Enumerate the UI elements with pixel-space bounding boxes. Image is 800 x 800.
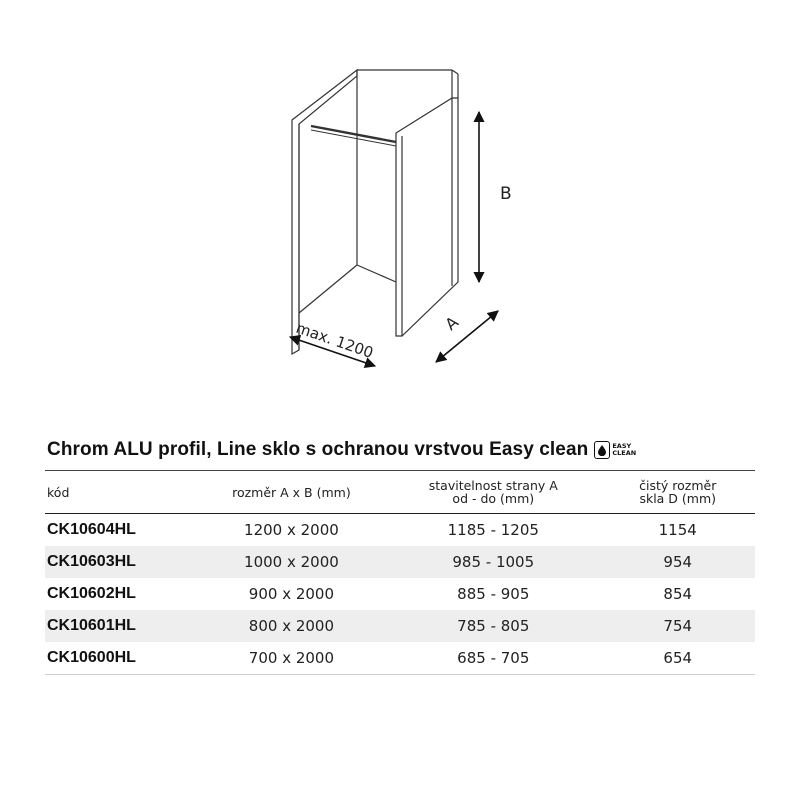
cell-adjust: 985 - 1005 bbox=[386, 546, 600, 578]
cell-adjust: 1185 - 1205 bbox=[447, 521, 539, 539]
cell-adjust: 885 - 905 bbox=[457, 585, 530, 603]
cell-glass: 654 bbox=[600, 642, 755, 675]
cell-size: 800 x 2000 bbox=[197, 610, 386, 642]
cell-code: CK10600HL bbox=[45, 642, 197, 675]
header-size bbox=[197, 471, 386, 514]
cell-glass: 854 bbox=[663, 585, 693, 603]
header-glass bbox=[600, 471, 755, 514]
cell-size: 1000 x 2000 bbox=[197, 546, 386, 578]
badge-line-1: EASY bbox=[612, 442, 632, 450]
label-max-width: max. 1200 bbox=[293, 318, 376, 362]
dimension-a bbox=[436, 311, 498, 362]
header-adjust-line1: stavitelnost strany A bbox=[428, 478, 558, 493]
label-a: A bbox=[441, 312, 462, 335]
badge-line-2: CLEAN bbox=[612, 449, 637, 457]
cell-code: CK10601HL bbox=[45, 610, 197, 642]
table-heading bbox=[47, 439, 636, 461]
header-adjust bbox=[386, 471, 600, 514]
label-b: B bbox=[500, 184, 512, 204]
water-drop-icon bbox=[594, 441, 610, 459]
easy-clean-badge bbox=[594, 441, 636, 459]
dimension-b bbox=[479, 112, 512, 282]
table-row bbox=[45, 578, 755, 610]
product-title: Chrom ALU profil, Line sklo s ochranou vrstvou Easy clean bbox=[47, 439, 589, 460]
table-row bbox=[45, 610, 755, 642]
header-code bbox=[45, 471, 197, 514]
cell-glass: 1154 bbox=[658, 521, 697, 539]
table-row bbox=[45, 514, 755, 547]
cell-glass: 954 bbox=[600, 546, 755, 578]
cell-size: 900 x 2000 bbox=[248, 585, 335, 603]
cell-code: CK10604HL bbox=[47, 521, 136, 538]
table-row bbox=[45, 546, 755, 578]
header-glass-line2: skla D (mm) bbox=[639, 491, 717, 506]
product-spec-table bbox=[45, 470, 755, 675]
dimension-max-width bbox=[290, 319, 376, 366]
header-code-label: kód bbox=[47, 484, 70, 500]
table-row bbox=[45, 642, 755, 675]
cell-adjust: 685 - 705 bbox=[386, 642, 600, 675]
enclosure-frame bbox=[292, 70, 458, 354]
header-glass-line1: čistý rozměr bbox=[639, 478, 717, 493]
cell-size: 1200 x 2000 bbox=[244, 521, 339, 539]
table-header-row bbox=[45, 471, 755, 514]
header-adjust-line2: od - do (mm) bbox=[452, 491, 535, 506]
cell-code: CK10603HL bbox=[45, 546, 197, 578]
cell-code: CK10602HL bbox=[47, 585, 136, 602]
header-size-label: rozměr A x B (mm) bbox=[232, 484, 351, 500]
cell-size: 700 x 2000 bbox=[197, 642, 386, 675]
cell-glass: 754 bbox=[600, 610, 755, 642]
cell-adjust: 785 - 805 bbox=[386, 610, 600, 642]
